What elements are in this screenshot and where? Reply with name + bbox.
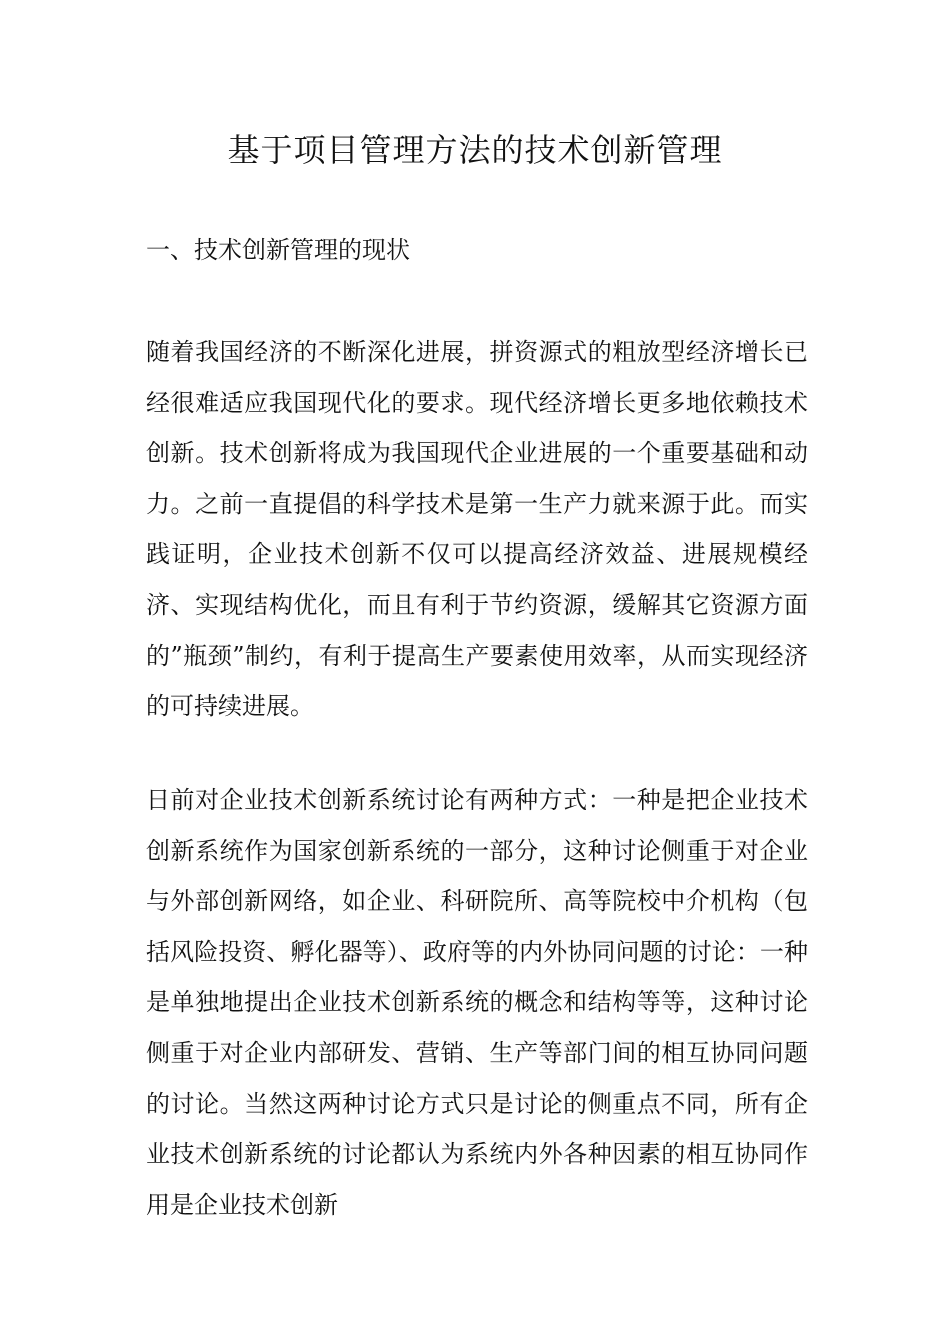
body-paragraph: 随着我国经济的不断深化进展，拼资源式的粗放型经济增长已经很难适应我国现代化的要求。现代经济增长更多地依赖技术创新。技术创新将成为我国现代企业进展的一个重要基础和动力。之前一直提倡的科学技术是第一生产力就来源于此。而实践证明，企业技术创新不仅可以提高经济效益、进展规模经济、实现结构优化，而且有利于节约资源，缓解其它资源方面的”瓶颈”制约，有利于提高生产要素使用效率，从而实现经济的可持续进展。 — [146, 338, 808, 721]
section-heading: 一、技术创新管理的现状 — [146, 236, 410, 264]
body-paragraph: 日前对企业技术创新系统讨论有两种方式：一种是把企业技术创新系统作为国家创新系统的一部分，这种讨论侧重于对企业与外部创新网络，如企业、科研院所、高等院校中介机构（包括风险投资、孵化器等）、政府等的内外协同问题的讨论：一种是单独地提出企业技术创新系统的概念和结构等等，这种讨论侧重于对企业内部研发、营销、生产等部门间的相互协同问题的讨论。当然这两种讨论方式只是讨论的侧重点不同，所有企业技术创新系统的讨论都认为系统内外各种因素的相互协同作用是企业技术创新 — [146, 786, 808, 1219]
document-title: 基于项目管理方法的技术创新管理 — [227, 131, 723, 169]
